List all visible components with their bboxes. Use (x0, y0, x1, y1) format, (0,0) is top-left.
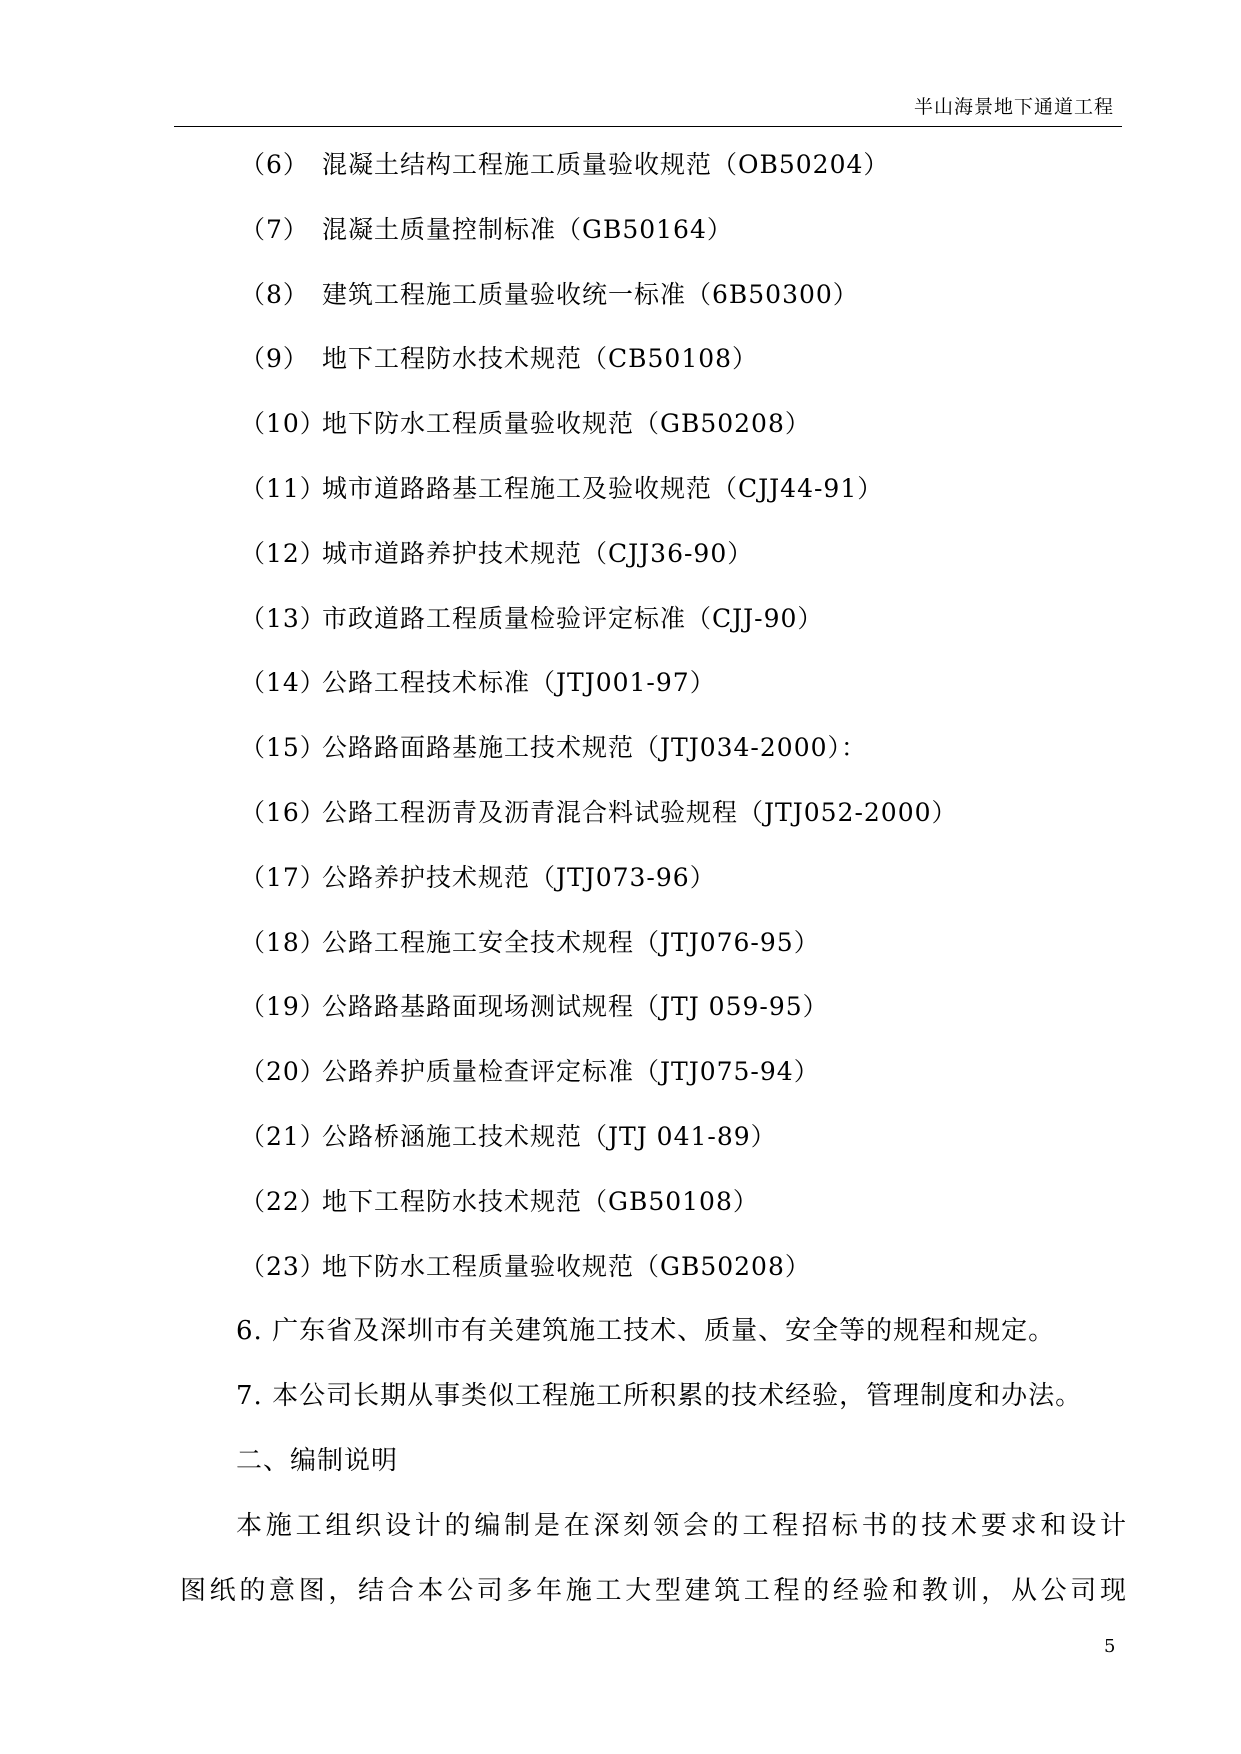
standard-number: （19） (240, 992, 326, 1022)
body-paragraph-line-1: 本施工组织设计的编制是在深刻领会的工程招标书的技术要求和设计 (236, 1510, 1126, 1541)
header-title: 半山海景地下通道工程 (913, 96, 1114, 118)
standard-name: 混凝土质量控制标准（GB50164） (322, 214, 733, 244)
standard-number: （6） (240, 150, 309, 179)
standard-number: （23） (240, 1251, 326, 1281)
standard-item (0, 1040, 1241, 1105)
standard-number: （22） (240, 1186, 326, 1216)
standard-number: （11） (240, 473, 326, 503)
standard-number: （18） (240, 927, 326, 957)
section-heading: 二、编制说明 (236, 1445, 399, 1476)
standard-number: （20） (240, 1057, 326, 1087)
document-body (0, 133, 1241, 1623)
standard-item (0, 911, 1241, 976)
standard-item (0, 1235, 1241, 1300)
standard-item (0, 198, 1241, 263)
standard-number: （9） (240, 344, 309, 374)
standard-number: （8） (240, 279, 309, 309)
standard-name: 混凝土结构工程施工质量验收规范（OB50204） (322, 150, 890, 179)
standard-name: 地下防水工程质量验收规范（GB50208） (322, 1251, 811, 1281)
standard-name: 市政道路工程质量检验评定标准（CJJ-90） (322, 603, 824, 633)
standard-name: 公路工程技术标准（JTJ001-97） (322, 668, 716, 698)
standard-item (0, 457, 1241, 522)
standard-name: 公路工程沥青及沥青混合料试验规程（JTJ052-2000） (322, 797, 958, 827)
standard-name: 公路养护技术规范（JTJ073-96） (322, 862, 716, 892)
standard-item (0, 846, 1241, 911)
paragraph-item-6: 6. 广东省及深圳市有关建筑施工技术、质量、安全等的规程和规定。 (236, 1316, 1056, 1347)
standard-item (0, 651, 1241, 716)
standard-number: （12） (240, 538, 326, 568)
standard-number: （15） (240, 733, 326, 763)
standard-name: 公路路基路面现场测试规程（JTJ 059-95） (322, 992, 829, 1022)
standard-number: （16） (240, 797, 326, 827)
page-number: 5 (1104, 1636, 1116, 1657)
standard-item (0, 781, 1241, 846)
standard-item (0, 392, 1241, 457)
standard-name: 城市道路路基工程施工及验收规范（CJJ44-91） (322, 473, 884, 503)
standard-item (0, 522, 1241, 587)
standard-number: （7） (240, 214, 309, 244)
standard-name: 公路路面路基施工技术规范（JTJ034-2000）： (322, 733, 868, 763)
standard-number: （21） (240, 1121, 326, 1151)
standard-item (0, 716, 1241, 781)
paragraph-item-7: 7. 本公司长期从事类似工程施工所积累的技术经验，管理制度和办法。 (236, 1381, 1083, 1412)
standard-name: 地下工程防水技术规范（CB50108） (322, 344, 759, 374)
standard-item (0, 587, 1241, 652)
standard-item (0, 263, 1241, 328)
standard-item (0, 1170, 1241, 1235)
standard-item (0, 975, 1241, 1040)
standard-item (0, 133, 1241, 198)
standard-item (0, 327, 1241, 392)
standard-name: 公路养护质量检查评定标准（JTJ075-94） (322, 1057, 820, 1087)
standard-name: 公路工程施工安全技术规程（JTJ076-95） (322, 927, 820, 957)
standard-number: （17） (240, 862, 326, 892)
standard-number: （14） (240, 668, 326, 698)
standard-name: 公路桥涵施工技术规范（JTJ 041-89） (322, 1121, 777, 1151)
standard-name: 建筑工程施工质量验收统一标准（6B50300） (322, 279, 859, 309)
standard-number: （13） (240, 603, 326, 633)
body-paragraph-line-2: 图纸的意图，结合本公司多年施工大型建筑工程的经验和教训，从公司现 (180, 1575, 1126, 1606)
standard-item (0, 1105, 1241, 1170)
page-header (174, 84, 1122, 127)
standard-number: （10） (240, 409, 326, 439)
standard-name: 城市道路养护技术规范（CJJ36-90） (322, 538, 754, 568)
standard-name: 地下工程防水技术规范（GB50108） (322, 1186, 759, 1216)
standard-name: 地下防水工程质量验收规范（GB50208） (322, 409, 811, 439)
